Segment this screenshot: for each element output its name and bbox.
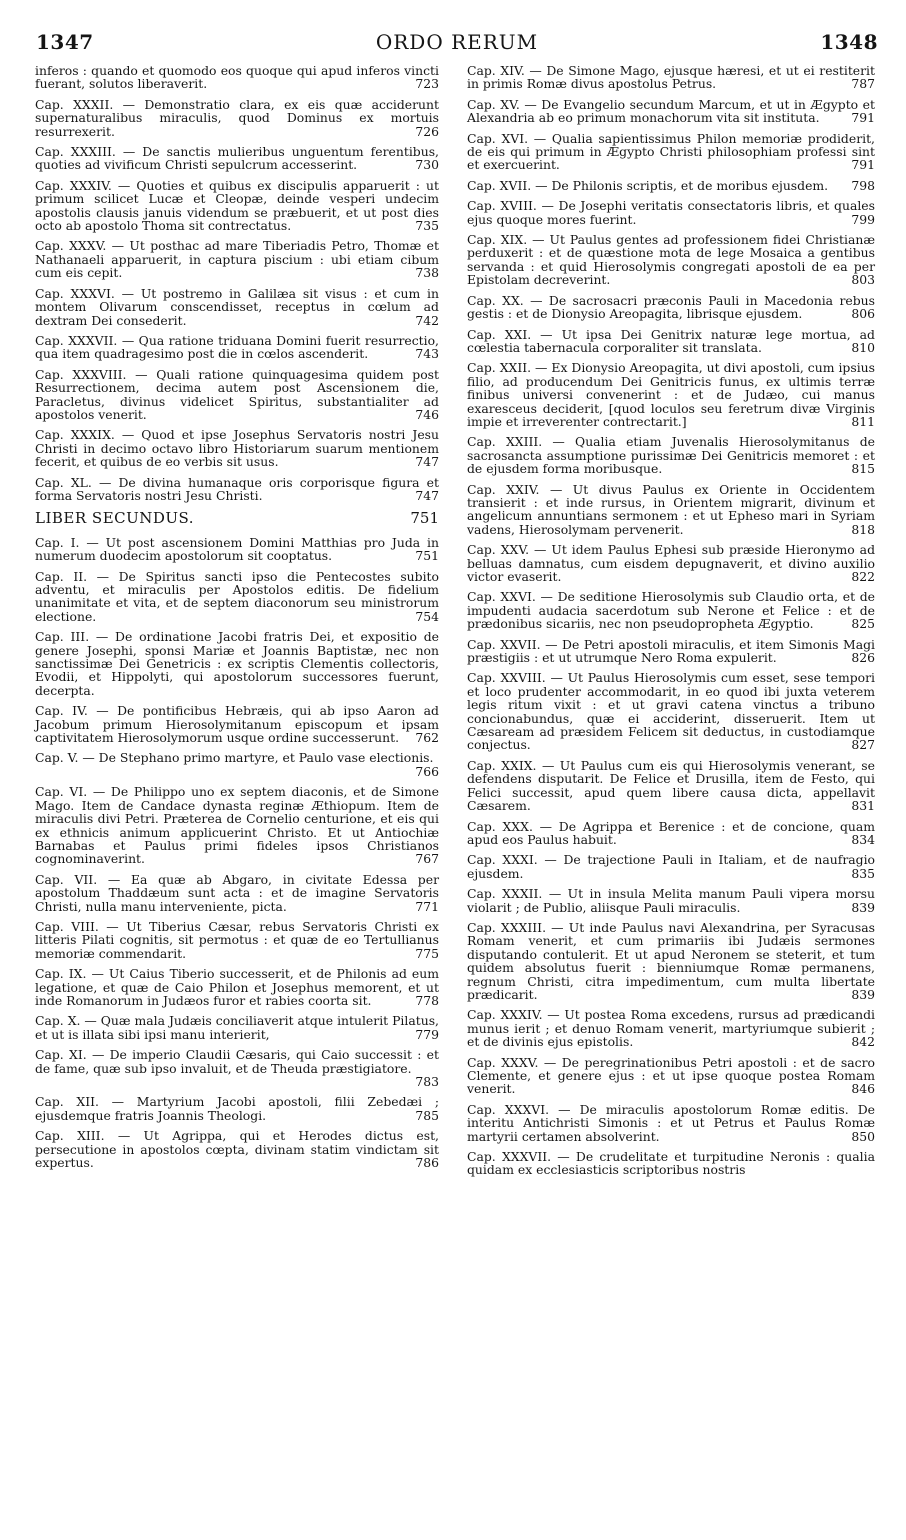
chapter-text: Cap. XIX. — Ut Paulus gentes ad professionem fidei Christianæ perduxerit : et de quæstione mota de lege Mosaica a gentibus servanda : et quid Hierosolymis congregati apostoli de ea per Epistolam decreverint. [467, 232, 875, 288]
chapter-entry [35, 239, 439, 279]
chapter-entry [35, 873, 439, 913]
chapter-entry [35, 1095, 439, 1122]
chapter-entry [35, 287, 439, 327]
chapter-entry [35, 967, 439, 1007]
page-reference: 799 [851, 211, 875, 227]
chapter-text: Cap. I. — Ut post ascensionem Domini Matthias pro Juda in numerum duodecim apostolorum sit cooptatus. [35, 534, 439, 564]
chapter-text: Cap. XXVII. — De Petri apostoli miraculis, et item Simonis Magi præstigiis : et ut utrumque Nero Roma expulerit. [467, 636, 875, 666]
chapter-text: Cap. V. — De Stephano primo martyre, et Paulo vase electionis. [35, 750, 434, 766]
page-reference: 751 [410, 512, 439, 526]
chapter-entry [35, 428, 439, 468]
chapter-text: Cap. XXXIII. — Ut inde Paulus navi Alexandrina, per Syracusas Romam venerit, et cum primariis ibi Judæis sermones disputando contulerit. Et ut apud Neronem se steterit, et tum quidem absolutus fuerit : bienniumque Romæ permanens, regnum Christi, citra impedimentum, cum multa libertate prædicarit. [467, 919, 875, 1002]
chapter-text: Cap. XL. — De divina humanaque oris corporisque figura et forma Servatoris nostri Jesu Christi. [35, 474, 439, 503]
chapter-text: Cap. IV. — De pontificibus Hebræis, qui ab ipso Aaron ad Jacobum primum Hierosolymitanum episcopum et ipsam captivitatem Hierosolymorum usque ordine successerunt. [35, 703, 439, 746]
chapter-text: Cap. XIV. — De Simone Mago, ejusque hæresi, et ut ei restiterit in primis Romæ divus apostolus Petrus. [467, 63, 875, 92]
page-reference: 743 [415, 346, 439, 362]
chapter-entry [35, 334, 439, 361]
chapter-text: Cap. XXX. — De Agrippa et Berenice : et de concione, quam apud eos Paulus habuit. [467, 818, 875, 847]
chapter-entry [467, 921, 875, 1001]
chapter-entry [467, 543, 875, 583]
page-number-right: 1348 [820, 30, 878, 54]
page-number-left: 1347 [36, 30, 94, 54]
chapter-text: Cap. IX. — Ut Caius Tiberio successerit, et de Philonis ad eum legatione, et quæ de Caio Philon et Josephus memorent, et ut inde Romanorum in Judæos furor et rabies coorta sit. [35, 966, 439, 1008]
left-column [35, 64, 439, 1176]
chapter-text: Cap. III. — De ordinatione Jacobi fratris Dei, et expositio de genere Josephi, sponsi Mariæ et Joannis Baptistæ, nec non sanctissimæ Dei Genetricis : ex scriptis Clementis collectoris, Evodii, et Hippolyti, qui apostolorum successores fuerunt, decerpta. [35, 629, 439, 698]
chapter-entry [467, 887, 875, 914]
chapter-text: Cap. II. — De Spiritus sancti ipso die Pentecostes subito adventu, et miraculis per Apostolos editis. De fidelium unanimitate et vita, et de septem diaconorum seu ministrorum electione. [35, 568, 439, 624]
chapter-text: Cap. XXVIII. — Ut Paulus Hierosolymis cum esset, sese tempori et loco prudenter accommodarit, in eo quod ibi juxta veterem legis ritum vixit : et ut gravi catena vinctus a tribuno concionabundus, quæ ei acciderint, disseruerit. Item ut Cæsaream ad præsidem Felicem sit deductus, in custodiamque conjectus. [467, 670, 875, 753]
chapter-text: Cap. XXXIV. — Ut postea Roma excedens, rursus ad prædicandi munus ierit ; et denuo Romam venerit, martyriumque subierit ; et de divinis ejus epistolis. [467, 1007, 875, 1050]
page-reference: 735 [415, 218, 439, 234]
chapter-text: Cap. XI. — De imperio Claudii Cæsaris, qui Caio successit : et de fame, quæ sub ipso invaluit, et de Theuda præstigiatore. [35, 1047, 439, 1076]
page-reference: 751 [415, 548, 439, 564]
page-reference: 810 [851, 339, 875, 355]
page-reference: 826 [851, 650, 875, 666]
page-reference: 746 [415, 406, 439, 422]
book-title: LIBER SECUNDUS. [35, 512, 195, 526]
chapter-text: Cap. XXXII. — Demonstratio clara, ex eis quæ acciderunt supernaturalibus miraculis, quod Dominus ex mortuis resurrexerit. [35, 96, 439, 139]
chapter-entry [467, 98, 875, 125]
chapter-text: Cap. XV. — De Evangelio secundum Marcum, et ut in Ægypto et Alexandria ab eo primum monachorum vita sit instituta. [467, 96, 875, 126]
page-reference: 775 [415, 945, 439, 961]
chapter-text: Cap. XXXIV. — Quoties et quibus ex discipulis apparuerit : ut primum scilicet Lucæ et Cleopæ, deinde vesperi undecim apostolis clausis januis videndum se præbuerit, et ut post dies octo ab apostolo Thoma sit contrectatus. [35, 177, 439, 234]
chapter-entry [35, 1129, 439, 1169]
page-reference: 791 [851, 110, 875, 126]
page-reference: 842 [851, 1034, 875, 1050]
chapter-text: Cap. XXII. — Ex Dionysio Areopagita, ut divi apostoli, cum ipsius filio, ad producendum Dei Genitricis funus, ex ultimis terræ finibus universi convenerint : et de Judæo, cui manus exaresceus deciderit, [quod loculos seu feretrum divæ Virginis impie et irreverenter contrectarit.] [467, 360, 875, 429]
chapter-text: Cap. XXXVII. — De crudelitate et turpitudine Neronis : qualia quidam ex ecclesiasticis scriptoribus nostris [467, 1149, 875, 1178]
chapter-entry [35, 920, 439, 960]
chapter-text: Cap. X. — Quæ mala Judæis conciliaverit atque intulerit Pilatus, et ut is illata sibi ipsi manu interierit, [35, 1013, 439, 1042]
page-header [36, 30, 878, 58]
chapter-entry [467, 1103, 875, 1143]
page-reference: 818 [851, 521, 875, 537]
chapter-text: Cap. XVI. — Qualia sapientissimus Philon memoriæ prodiderit, de eis qui primum in Ægypto Christi philosophiam professi sint et exercuerint. [467, 130, 875, 173]
chapter-entry [467, 199, 875, 226]
page-reference: 779 [415, 1026, 439, 1042]
chapter-text: Cap. XXXVII. — Qua ratione triduana Domini fuerit resurrectio, qua item quadragesimo post die in cœlos ascenderit. [35, 332, 439, 362]
page-reference: 825 [851, 616, 875, 632]
chapter-entry [35, 98, 439, 138]
page-reference: 726 [415, 123, 439, 139]
page-reference: 798 [851, 177, 875, 193]
chapter-entry [467, 1008, 875, 1048]
page-reference: 785 [415, 1107, 439, 1123]
chapter-text: Cap. XXIX. — Ut Paulus cum eis qui Hierosolymis venerant, se defendens disputarit. De Felice et Drusilla, item de Festo, qui Felici successit, apud quem libere causa dicta, appellavit Cæsarem. [467, 757, 875, 814]
page-reference: 815 [851, 461, 875, 477]
chapter-text: Cap. XXXI. — De trajectione Pauli in Italiam, et de naufragio ejusdem. [467, 852, 875, 881]
chapter-text: Cap. XX. — De sacrosacri præconis Pauli in Macedonia rebus gestis : et de Dionysio Areopagita, librisque ejusdem. [467, 292, 875, 322]
book-heading [35, 512, 439, 525]
page-reference: 778 [415, 992, 439, 1008]
chapter-entry [35, 368, 439, 422]
chapter-text: Cap. XXXVI. — De miraculis apostolorum Romæ editis. De interitu Antichristi Simonis : et ut Petrus et Paulus Romæ martyrii certamen absolverint. [467, 1101, 875, 1144]
chapter-entry [467, 328, 875, 355]
chapter-entry [35, 536, 439, 563]
page-reference: 803 [851, 272, 875, 288]
page-reference: 771 [415, 898, 439, 914]
chapter-entry [35, 751, 439, 778]
chapter-entry [35, 570, 439, 624]
page-reference: 822 [851, 569, 875, 584]
page-reference: 846 [851, 1081, 875, 1097]
page-reference: 791 [851, 157, 875, 173]
chapter-entry [467, 638, 875, 665]
page-reference: 831 [851, 798, 875, 814]
chapter-entry [467, 179, 875, 192]
chapter-text: Cap. XVIII. — De Josephi veritatis consectatoris libris, et quales ejus quoque mores fuerint. [467, 198, 875, 227]
page-reference: 839 [851, 986, 875, 1002]
chapter-text: Cap. XXV. — Ut idem Paulus Ephesi sub præside Hieronymo ad belluas damnatus, cum eisdem depugnaverit, et divino auxilio victor evaserit. [467, 542, 875, 584]
page-reference: 747 [415, 454, 439, 470]
chapter-entry [35, 630, 439, 697]
chapter-entry [467, 361, 875, 428]
chapter-entry [35, 145, 439, 172]
chapter-text: Cap. XXI. — Ut ipsa Dei Genitrix naturæ lege mortua, ad cœlestia tabernacula corporaliter sit translata. [467, 326, 875, 355]
running-title: ORDO RERUM [375, 30, 539, 54]
chapter-text: Cap. XXXIX. — Quod et ipse Josephus Servatoris nostri Jesu Christi in decimo octavo libro Historiarum suarum mentionem fecerit, et quibus de eo verbis sit usus. [35, 427, 439, 470]
chapter-text: Cap. XXXVIII. — Quali ratione quinquagesima quidem post Resurrectionem, decima autem post Ascensionem die, Paracletus, divinus videlicet Spiritus, substantialiter ad apostolos venerit. [35, 366, 439, 422]
page-reference: 766 [415, 763, 439, 779]
chapter-entry [35, 704, 439, 744]
page-reference: 827 [851, 737, 875, 753]
chapter-text: Cap. XVII. — De Philonis scriptis, et de moribus ejusdem. [467, 177, 829, 193]
page-reference: 786 [415, 1155, 439, 1171]
page-reference: 835 [851, 865, 875, 881]
chapter-entry [35, 1014, 439, 1041]
chapter-entry [467, 233, 875, 287]
page-reference: 754 [415, 608, 439, 624]
chapter-entry [467, 483, 875, 537]
chapter-text: Cap. VII. — Ea quæ ab Abgaro, in civitate Edessa per apostolum Thaddæum sunt acta : et de imagine Servatoris Christi, nulla manu interveniente, picta. [35, 871, 439, 914]
page-reference: 839 [851, 899, 875, 915]
chapter-text: Cap. XII. — Martyrium Jacobi apostoli, filii Zebedæi ; ejusdemque fratris Joannis Theologi. [35, 1094, 439, 1123]
page-reference: 742 [415, 312, 439, 328]
chapter-text: Cap. XXXV. — De peregrinationibus Petri apostoli : et de sacro Clemente, et genere ejus : et ut ipse quoque postea Romam venerit. [467, 1054, 875, 1097]
chapter-entry [467, 759, 875, 813]
chapter-text: inferos : quando et quomodo eos quoque qui apud inferos vincti fuerant, solutos liberaverit. [35, 63, 439, 92]
page-reference: 850 [851, 1128, 875, 1144]
page-reference: 783 [415, 1074, 439, 1089]
chapter-text: Cap. XXXV. — Ut posthac ad mare Tiberiadis Petro, Thomæ et Nathanaeli apparuerit, in captura piscium : ubi etiam cibum cum eis cepit. [35, 238, 439, 281]
right-column [467, 64, 875, 1184]
chapter-entry [35, 1048, 439, 1088]
chapter-text: Cap. XXIV. — Ut divus Paulus ex Oriente in Occidentem transierit : et inde rursus, in Orientem migrarit, divinum et angelicum annuntians sermonem : et ut Epheso mari in Syriam vadens, Hierosolymam pervenerit. [467, 481, 875, 537]
page-reference: 747 [415, 487, 439, 503]
chapter-text: Cap. VI. — De Philippo uno ex septem diaconis, et de Simone Mago. Item de Candace dynasta reginæ Æthiopum. Item de miraculis divi Petri. Præterea de Cornelio centurione, et eis qui ex ethnicis animum applicuerint Christo. Et ut Antiochiæ Barnabas et Paulus primi fideles ipsos Christianos cognominaverint. [35, 784, 439, 867]
chapter-text: Cap. XXIII. — Qualia etiam Juvenalis Hierosolymitanus de sacrosancta assumptione purissimæ Dei Genitricis memoret : et de ejusdem forma moribusque. [467, 434, 875, 477]
page-reference: 811 [851, 413, 875, 429]
chapter-text: Cap. XXXVI. — Ut postremo in Galilæa sit visus : et cum in montem Olivarum conscendisset, receptus in cœlum ad dextram Dei consederit. [35, 285, 439, 328]
chapter-entry [467, 132, 875, 172]
chapter-entry [467, 671, 875, 751]
chapter-entry [467, 853, 875, 880]
chapter-entry [35, 785, 439, 865]
chapter-text: Cap. XIII. — Ut Agrippa, qui et Herodes dictus est, persecutione in apostolos cœpta, divinam statim vindictam sit expertus. [35, 1128, 439, 1171]
chapter-text: Cap. XXVI. — De seditione Hierosolymis sub Claudio orta, et de impudenti audacia sacerdotum sub Nerone et Felice : et de prædonibus sicariis, nec non pseudopropheta Ægyptio. [467, 589, 875, 632]
page-reference: 806 [851, 306, 875, 322]
chapter-entry [35, 179, 439, 233]
chapter-entry [35, 64, 439, 91]
page-reference: 767 [415, 851, 439, 867]
page-reference: 730 [415, 157, 439, 173]
chapter-text: Cap. XXXII. — Ut in insula Melita manum Pauli vipera morsu violarit ; de Publio, aliisque Pauli miraculis. [467, 886, 875, 915]
page-reference: 738 [415, 265, 439, 281]
chapter-entry [35, 476, 439, 503]
chapter-entry [467, 820, 875, 847]
chapter-text: Cap. VIII. — Ut Tiberius Cæsar, rebus Servatoris Christi ex litteris Pilati cognitis, sit permotus : et quæ de eo Tertullianus memoriæ commendarit. [35, 918, 439, 961]
chapter-entry [467, 1150, 875, 1177]
page-reference: 762 [415, 730, 439, 746]
page-reference: 723 [415, 76, 439, 92]
chapter-entry [467, 435, 875, 475]
chapter-text: Cap. XXXIII. — De sanctis mulieribus unguentum ferentibus, quoties ad vivificum Christi sepulcrum accesserint. [35, 144, 439, 173]
chapter-entry [467, 1056, 875, 1096]
chapter-entry [467, 294, 875, 321]
chapter-entry [467, 64, 875, 91]
page-reference: 834 [851, 831, 875, 847]
chapter-entry [467, 590, 875, 630]
page-reference: 787 [851, 76, 875, 92]
